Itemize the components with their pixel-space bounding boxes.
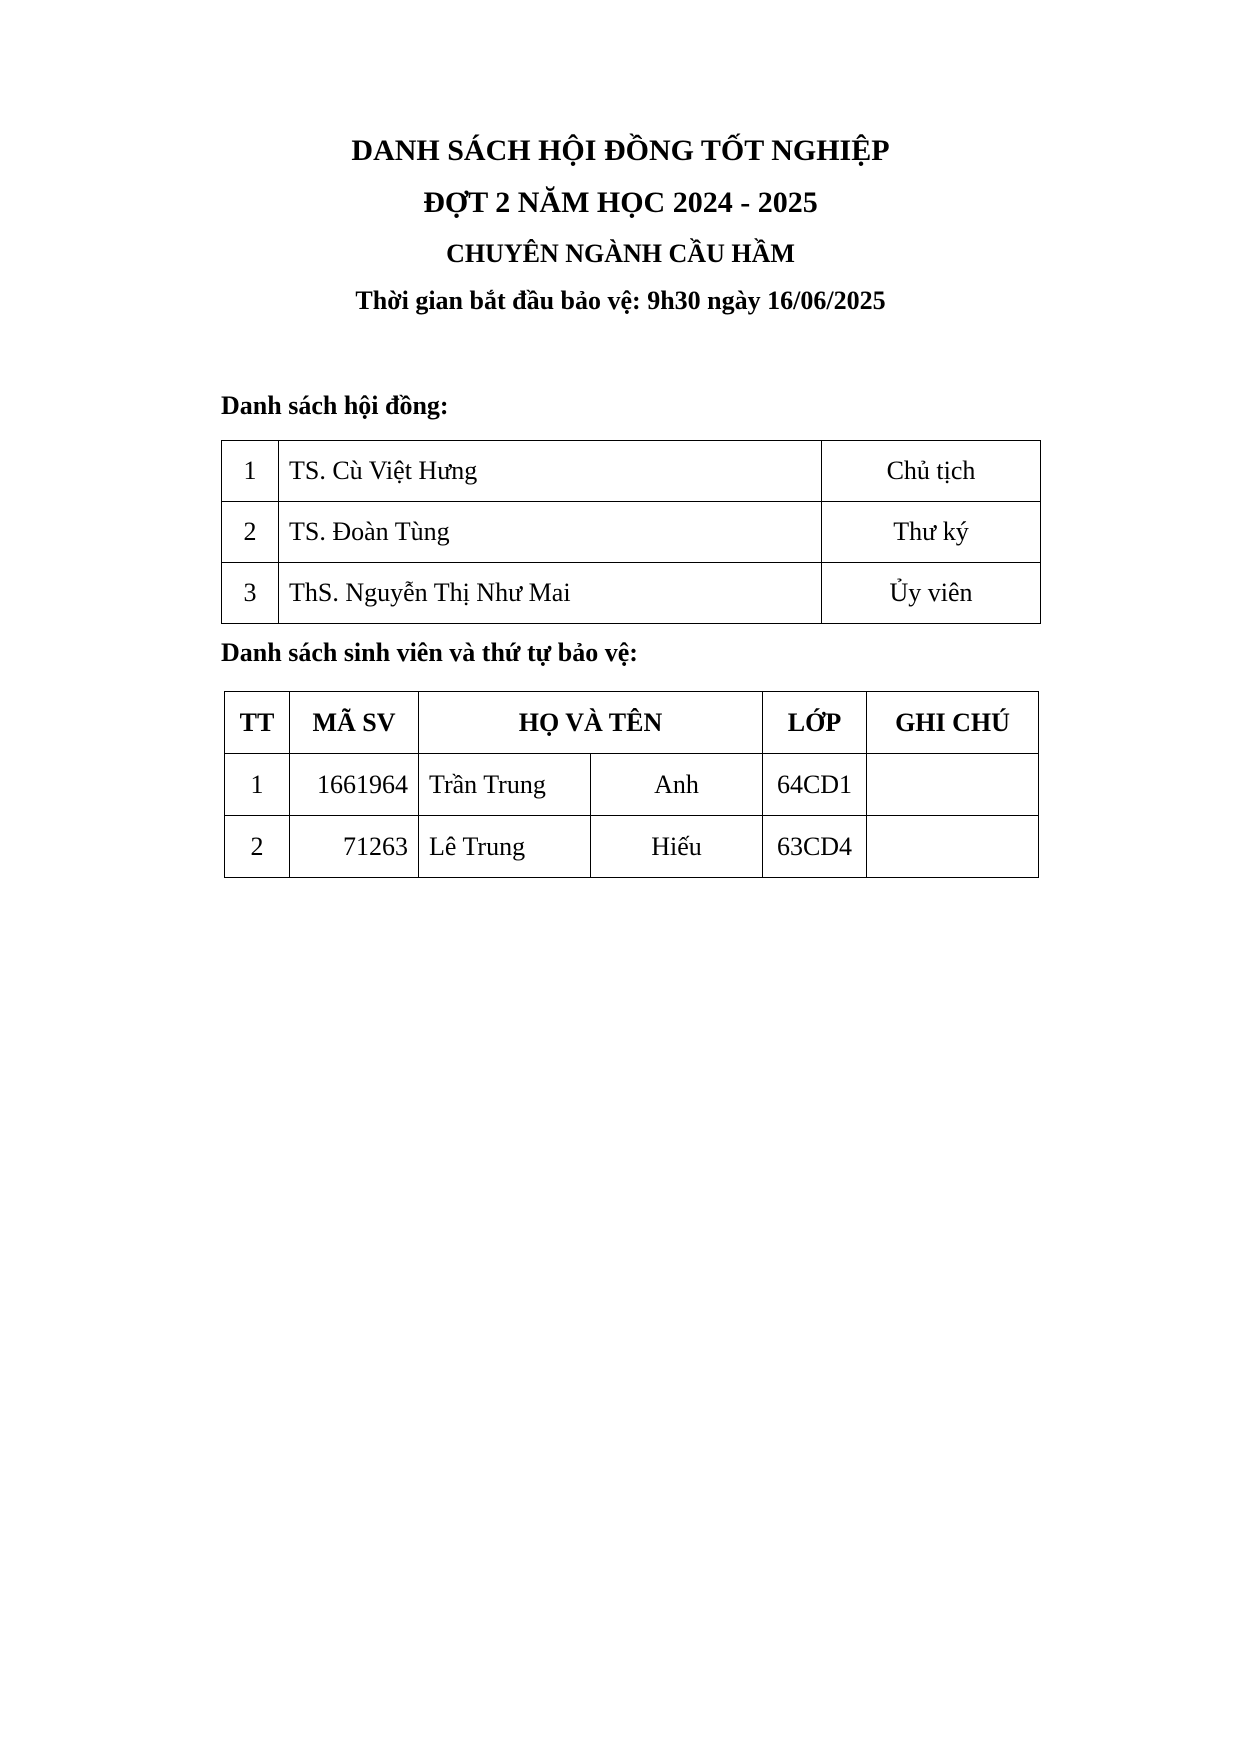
header-tt: TT bbox=[225, 692, 290, 754]
table-header-row bbox=[225, 692, 1039, 754]
document-title: DANH SÁCH HỘI ĐỒNG TỐT NGHIỆP bbox=[351, 134, 890, 167]
table-row bbox=[222, 441, 1041, 502]
table-row bbox=[225, 754, 1039, 816]
member-number: 2 bbox=[222, 502, 279, 563]
student-code: 71263 bbox=[290, 816, 419, 878]
student-surname: Trần Trung bbox=[419, 754, 591, 816]
header-note: GHI CHÚ bbox=[867, 692, 1039, 754]
council-section-label: Danh sách hội đồng: bbox=[221, 391, 449, 420]
student-note bbox=[867, 754, 1039, 816]
council-table bbox=[221, 440, 1041, 624]
document-subtitle: ĐỢT 2 NĂM HỌC 2024 - 2025 bbox=[423, 186, 818, 219]
table-row bbox=[222, 563, 1041, 624]
member-name: ThS. Nguyễn Thị Như Mai bbox=[279, 563, 822, 624]
table-row bbox=[225, 816, 1039, 878]
table-row bbox=[222, 502, 1041, 563]
member-number: 3 bbox=[222, 563, 279, 624]
member-role: Ủy viên bbox=[822, 563, 1041, 624]
student-code: 1661964 bbox=[290, 754, 419, 816]
students-section-label: Danh sách sinh viên và thứ tự bảo vệ: bbox=[221, 638, 638, 667]
student-table bbox=[224, 691, 1039, 878]
student-surname: Lê Trung bbox=[419, 816, 591, 878]
student-tt: 2 bbox=[225, 816, 290, 878]
student-class: 63CD4 bbox=[763, 816, 867, 878]
student-given-name: Hiếu bbox=[591, 816, 763, 878]
student-given-name: Anh bbox=[591, 754, 763, 816]
student-tt: 1 bbox=[225, 754, 290, 816]
header-class: LỚP bbox=[763, 692, 867, 754]
member-role: Chủ tịch bbox=[822, 441, 1041, 502]
header-full-name: HỌ VÀ TÊN bbox=[419, 692, 763, 754]
member-number: 1 bbox=[222, 441, 279, 502]
student-note bbox=[867, 816, 1039, 878]
schedule-heading: Thời gian bắt đầu bảo vệ: 9h30 ngày 16/06/2025 bbox=[355, 286, 886, 315]
student-class: 64CD1 bbox=[763, 754, 867, 816]
header-student-code: MÃ SV bbox=[290, 692, 419, 754]
member-name: TS. Đoàn Tùng bbox=[279, 502, 822, 563]
major-heading: CHUYÊN NGÀNH CẦU HẦM bbox=[446, 239, 795, 268]
member-name: TS. Cù Việt Hưng bbox=[279, 441, 822, 502]
member-role: Thư ký bbox=[822, 502, 1041, 563]
